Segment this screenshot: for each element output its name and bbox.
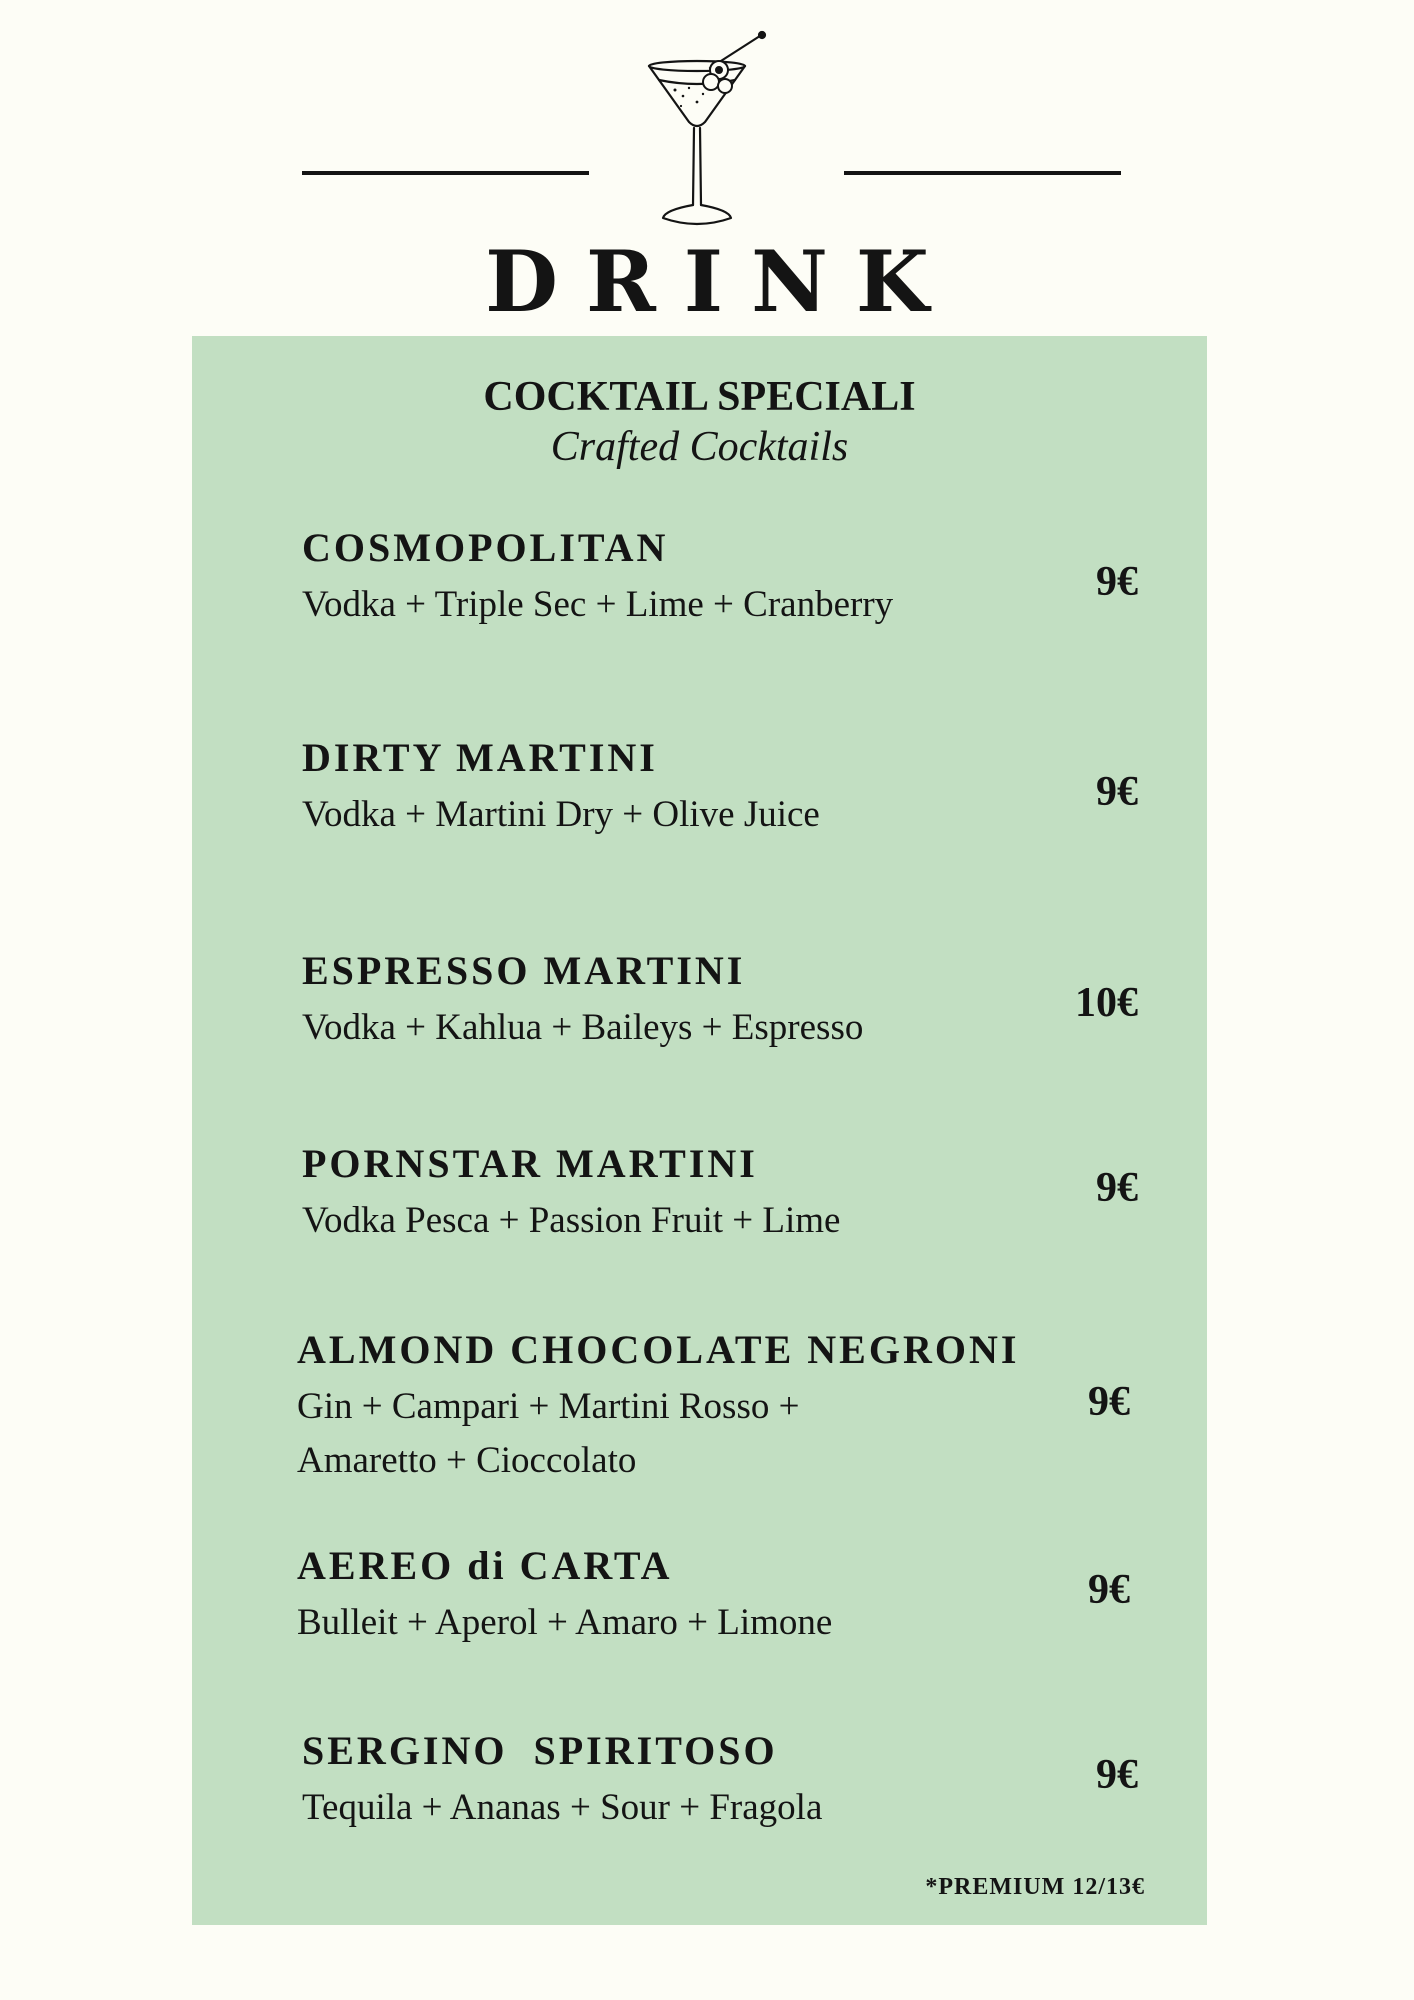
- page-title: DRINK: [485, 232, 957, 331]
- menu-item: [302, 522, 942, 632]
- item-description: Vodka + Kahlua + Baileys + Espresso: [302, 1007, 864, 1048]
- item-price: 9€: [1096, 769, 1138, 815]
- item-name: ESPRESSO MARTINI: [302, 948, 746, 993]
- item-name: DIRTY MARTINI: [302, 735, 658, 780]
- item-name: COSMOPOLITAN: [302, 525, 669, 570]
- martini-glass-icon: [645, 30, 770, 235]
- item-name: SERGINO SPIRITOSO: [302, 1728, 778, 1773]
- header-divider-right: [844, 171, 1121, 175]
- item-price: 9€: [1088, 1379, 1130, 1425]
- item-price: 9€: [1096, 559, 1138, 605]
- item-description: Tequila + Ananas + Sour + Fragola: [302, 1787, 823, 1828]
- menu-item: [302, 1138, 942, 1248]
- item-price: 10€: [1075, 980, 1138, 1026]
- premium-note: *PREMIUM 12/13€: [925, 1874, 1145, 1900]
- item-name: AEREO di CARTA: [297, 1543, 673, 1588]
- item-name: PORNSTAR MARTINI: [302, 1141, 758, 1186]
- item-name: ALMOND CHOCOLATE NEGRONI: [297, 1327, 1020, 1372]
- menu-item: [297, 1540, 937, 1650]
- item-price: 9€: [1096, 1165, 1138, 1211]
- item-description: Vodka + Triple Sec + Lime + Cranberry: [302, 584, 894, 625]
- header-divider-left: [302, 171, 589, 175]
- section-title: COCKTAIL SPECIALI: [483, 374, 916, 420]
- menu-item: [302, 1725, 942, 1835]
- item-price: 9€: [1088, 1567, 1130, 1613]
- item-description: Vodka + Martini Dry + Olive Juice: [302, 794, 820, 835]
- item-description: Bulleit + Aperol + Amaro + Limone: [297, 1602, 833, 1643]
- item-price: 9€: [1096, 1752, 1138, 1798]
- item-description: Vodka Pesca + Passion Fruit + Lime: [302, 1200, 841, 1241]
- section-subtitle: Crafted Cocktails: [550, 424, 849, 470]
- menu-item: [302, 732, 942, 842]
- menu-item: [302, 945, 942, 1055]
- menu-item: [297, 1324, 1019, 1488]
- menu-panel: [192, 336, 1207, 1925]
- item-description: Gin + Campari + Martini Rosso + Amaretto + Cioccolato: [297, 1386, 800, 1481]
